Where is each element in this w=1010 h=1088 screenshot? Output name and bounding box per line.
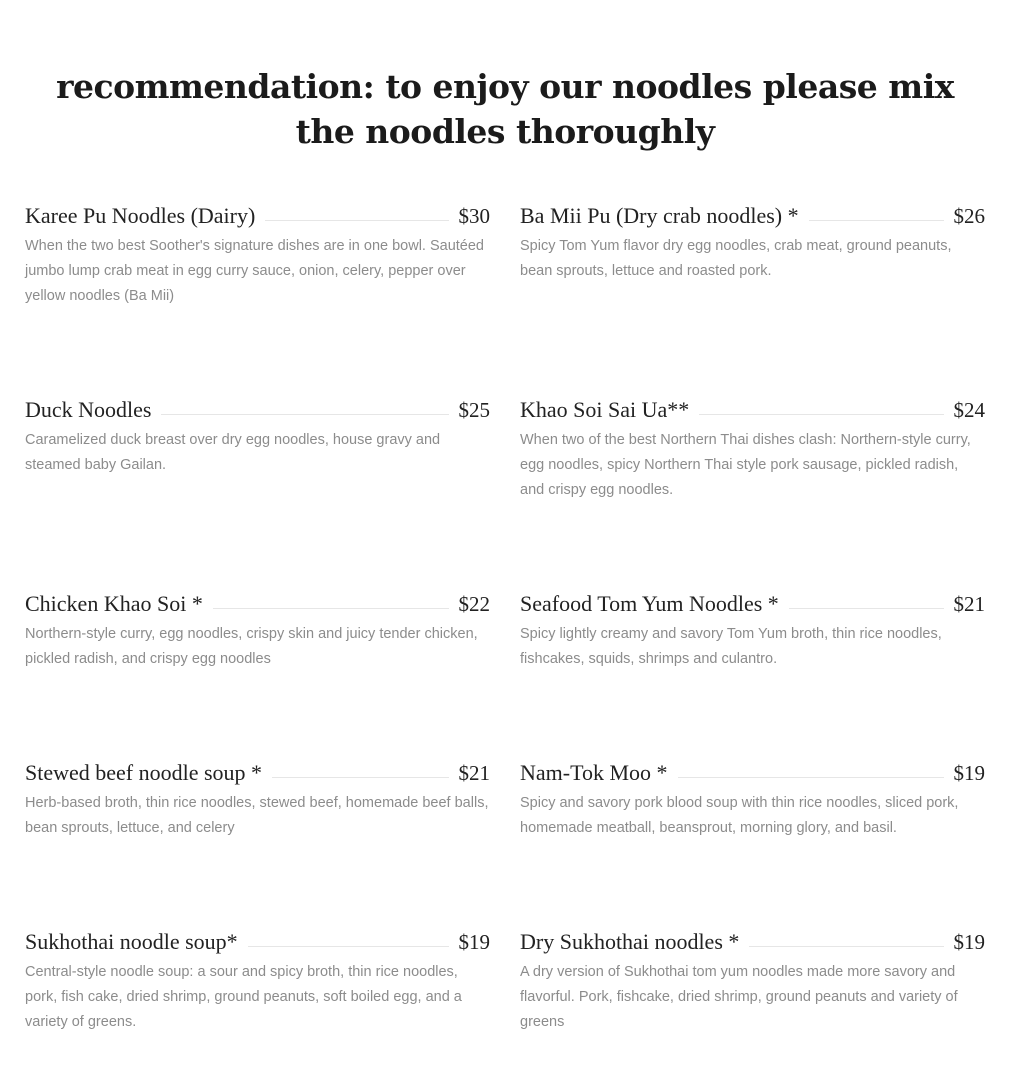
menu-item [25,925,490,1035]
menu-item-description: When two of the best Northern Thai dishes clash: Northern-style curry, egg noodles, spicy Northern Thai style pork sausage, pickled radish, and crispy egg noodles. [520,432,971,498]
menu-item-header [520,756,985,786]
menu-item-name: Karee Pu Noodles (Dairy) [25,203,256,228]
menu-item-description: Herb-based broth, thin rice noodles, stewed beef, homemade beef balls, bean sprouts, lettuce, and celery [25,795,489,836]
menu-item [520,756,985,841]
menu-item [25,199,490,309]
menu-item [520,199,985,284]
menu-item-price: $21 [458,761,490,785]
menu-item-description: Spicy Tom Yum flavor dry egg noodles, crab meat, ground peanuts, bean sprouts, lettuce and roasted pork. [520,238,952,279]
menu-item-name: Seafood Tom Yum Noodles * [520,591,779,616]
menu-item [25,393,490,478]
dotted-leader [809,220,944,221]
menu-item-price: $21 [953,592,985,616]
menu-item-name: Chicken Khao Soi * [25,591,203,616]
menu-item-price: $30 [458,204,490,228]
dotted-leader [678,777,944,778]
dotted-leader [248,946,449,947]
menu-item-price: $19 [458,930,490,954]
dotted-leader [699,414,943,415]
dotted-leader [213,608,449,609]
menu-item-description: Spicy and savory pork blood soup with thin rice noodles, sliced pork, homemade meatball, beansprout, morning glory, and basil. [520,795,959,836]
menu-item [25,756,490,841]
menu-item-price: $24 [953,398,985,422]
dotted-leader [789,608,944,609]
menu-item-name: Dry Sukhothai noodles * [520,929,740,954]
menu-item [520,587,985,672]
menu-item-description: When the two best Soother's signature dishes are in one bowl. Sautéed jumbo lump crab meat in egg curry sauce, onion, celery, pepper over yellow noodles (Ba Mii) [25,238,484,304]
dotted-leader [749,946,943,947]
menu-item-name: Stewed beef noodle soup * [25,760,263,785]
menu-item-description: Central-style noodle soup: a sour and spicy broth, thin rice noodles, pork, fish cake, dried shrimp, ground peanuts, soft boiled egg, and a variety of greens. [25,964,462,1030]
menu-item-price: $19 [953,761,985,785]
menu-item [520,925,985,1035]
menu-item [520,393,985,503]
menu-item-price: $22 [458,592,490,616]
menu-item-header [25,199,490,229]
menu-item-name: Ba Mii Pu (Dry crab noodles) * [520,203,799,228]
menu-item-header [25,925,490,955]
menu-item-description: Northern-style curry, egg noodles, crispy skin and juicy tender chicken, pickled radish, and crispy egg noodles [25,626,478,667]
dotted-leader [265,220,448,221]
menu-item-header [520,587,985,617]
menu-item-header [25,756,490,786]
menu-item-description: Spicy lightly creamy and savory Tom Yum broth, thin rice noodles, fishcakes, squids, shrimps and culantro. [520,626,942,667]
menu-item-description: Caramelized duck breast over dry egg noodles, house gravy and steamed baby Gailan. [25,432,441,473]
menu-heading: recommendation: to enjoy our noodles please mix the noodles thoroughly [56,67,954,151]
menu-item [25,587,490,672]
menu-item-name: Khao Soi Sai Ua** [520,397,690,422]
menu-item-price: $25 [458,398,490,422]
dotted-leader [161,414,448,415]
menu-item-header [520,199,985,229]
menu-item-price: $26 [953,204,985,228]
menu-item-header [25,393,490,423]
menu-item-name: Duck Noodles [25,397,152,422]
menu-item-name: Nam-Tok Moo * [520,760,668,785]
menu-item-description: A dry version of Sukhothai tom yum noodles made more savory and flavorful. Pork, fishcake, dried shrimp, ground peanuts and variety of greens [520,964,958,1030]
menu-item-header [25,587,490,617]
menu-item-header [520,393,985,423]
menu-item-price: $19 [953,930,985,954]
dotted-leader [272,777,448,778]
menu-item-name: Sukhothai noodle soup* [25,929,238,954]
menu-item-header [520,925,985,955]
